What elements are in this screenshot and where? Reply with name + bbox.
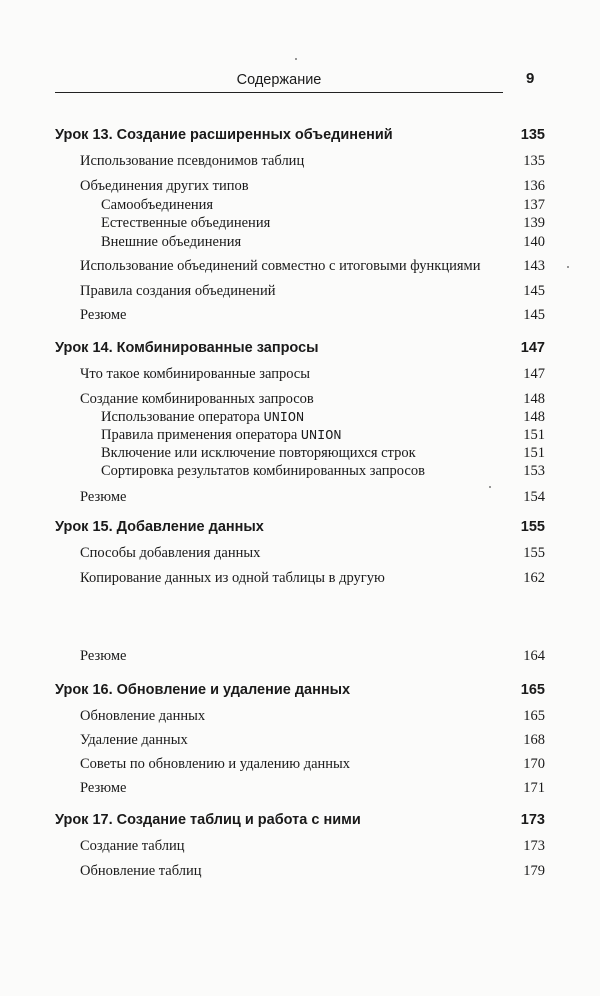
entry-page-number: 173 bbox=[523, 838, 545, 854]
section-entry bbox=[80, 778, 545, 798]
entry-title-text: Урок 13. Создание расширенных объединений bbox=[55, 127, 393, 143]
entry-title bbox=[80, 543, 260, 563]
running-head: Содержание bbox=[236, 72, 322, 88]
section-entry bbox=[80, 364, 545, 384]
entry-title bbox=[101, 461, 425, 481]
subsection-entry bbox=[101, 461, 545, 481]
entry-title-text: Резюме bbox=[80, 780, 127, 796]
entry-title-text: Создание таблиц bbox=[80, 838, 185, 854]
entry-page-number: 143 bbox=[523, 258, 545, 274]
entry-page-number: 151 bbox=[523, 427, 545, 443]
entry-title-text: Включение или исключение повторяющихся строк bbox=[101, 445, 416, 461]
entry-title bbox=[80, 646, 126, 666]
entry-title-text: Советы по обновлению и удалению данных bbox=[80, 756, 351, 772]
section-entry bbox=[80, 754, 545, 774]
entry-page-number: 155 bbox=[520, 519, 545, 535]
entry-title bbox=[55, 810, 361, 830]
entry-page-number: 154 bbox=[523, 489, 545, 505]
section-entry bbox=[80, 305, 545, 325]
entry-title bbox=[80, 778, 126, 798]
lesson-heading bbox=[55, 810, 545, 830]
entry-title-text: Что такое комбинированные запросы bbox=[80, 366, 310, 382]
section-entry bbox=[80, 256, 545, 276]
entry-title-text: Правила применения оператора bbox=[101, 427, 301, 443]
lesson-heading bbox=[55, 517, 545, 537]
entry-title-text: Использование псевдонимов таблиц bbox=[80, 153, 305, 169]
subsection-entry bbox=[101, 443, 545, 463]
entry-title bbox=[55, 680, 350, 700]
entry-title-text: Копирование данных из одной таблицы в другую bbox=[80, 570, 385, 586]
entry-title-text: Резюме bbox=[80, 648, 127, 664]
entry-title bbox=[80, 861, 202, 881]
section-entry bbox=[80, 836, 545, 856]
entry-title bbox=[101, 195, 213, 215]
entry-title bbox=[101, 232, 241, 252]
entry-title-text: Способы добавления данных bbox=[80, 545, 261, 561]
entry-title bbox=[80, 754, 350, 774]
entry-title bbox=[80, 176, 249, 196]
entry-title bbox=[80, 364, 310, 384]
entry-page-number: 139 bbox=[523, 215, 545, 231]
section-entry bbox=[80, 543, 545, 563]
entry-page-number: 147 bbox=[520, 340, 545, 356]
lesson-heading bbox=[55, 680, 545, 700]
entry-title bbox=[55, 338, 319, 358]
entry-title-text: Сортировка результатов комбинированных запросов bbox=[101, 463, 425, 479]
entry-title-text: Урок 15. Добавление данных bbox=[55, 519, 264, 535]
scan-speck bbox=[567, 266, 569, 268]
entry-page-number: 151 bbox=[523, 445, 545, 461]
entry-title-text: Обновление данных bbox=[80, 708, 206, 724]
entry-title bbox=[101, 443, 416, 463]
entry-page-number: 145 bbox=[523, 307, 545, 323]
section-entry bbox=[80, 568, 545, 588]
subsection-entry bbox=[101, 213, 545, 233]
entry-title bbox=[101, 213, 270, 233]
entry-title-text: Урок 14. Комбинированные запросы bbox=[55, 340, 319, 356]
page-number: 9 bbox=[526, 70, 535, 87]
scan-speck bbox=[489, 486, 491, 488]
lesson-heading bbox=[55, 338, 545, 358]
entry-title bbox=[80, 836, 185, 856]
entry-title bbox=[80, 568, 385, 588]
entry-page-number: 135 bbox=[523, 153, 545, 169]
subsection-entry bbox=[101, 425, 545, 445]
entry-title-text: Использование объединений совместно с итоговыми функциями bbox=[80, 258, 481, 274]
section-entry bbox=[80, 861, 545, 881]
entry-title-text: Урок 17. Создание таблиц и работа с ними bbox=[55, 812, 361, 828]
section-entry bbox=[80, 389, 545, 409]
entry-title-text: Резюме bbox=[80, 307, 127, 323]
section-entry bbox=[80, 281, 545, 301]
entry-title-text: Естественные объединения bbox=[101, 215, 271, 231]
entry-code-keyword: UNION bbox=[300, 429, 342, 444]
entry-page-number: 155 bbox=[523, 545, 545, 561]
entry-page-number: 171 bbox=[523, 780, 545, 796]
section-entry bbox=[80, 151, 545, 171]
section-entry bbox=[80, 176, 545, 196]
entry-page-number: 165 bbox=[523, 708, 545, 724]
entry-page-number: 164 bbox=[523, 648, 545, 664]
entry-title-text: Удаление данных bbox=[80, 732, 188, 748]
entry-page-number: 165 bbox=[520, 682, 545, 698]
entry-title-text: Резюме bbox=[80, 489, 127, 505]
scan-speck bbox=[295, 58, 297, 60]
entry-title-text: Урок 16. Обновление и удаление данных bbox=[55, 682, 351, 698]
section-entry bbox=[80, 706, 545, 726]
entry-title-text: Самообъединения bbox=[101, 197, 214, 213]
entry-title-text: Внешние объединения bbox=[101, 234, 242, 250]
entry-title bbox=[80, 151, 304, 171]
subsection-entry bbox=[101, 232, 545, 252]
entry-title bbox=[80, 389, 314, 409]
entry-title bbox=[80, 706, 205, 726]
entry-title bbox=[80, 730, 188, 750]
entry-page-number: 168 bbox=[523, 732, 545, 748]
entry-page-number: 145 bbox=[523, 283, 545, 299]
entry-title bbox=[80, 305, 126, 325]
section-entry bbox=[80, 487, 545, 507]
entry-page-number: 162 bbox=[523, 570, 545, 586]
entry-title bbox=[80, 256, 480, 276]
entry-title-text: Обновление таблиц bbox=[80, 863, 202, 879]
entry-code-keyword: UNION bbox=[263, 411, 305, 426]
section-entry bbox=[80, 646, 545, 666]
lesson-heading bbox=[55, 125, 545, 145]
subsection-entry bbox=[101, 407, 545, 427]
entry-page-number: 153 bbox=[523, 463, 545, 479]
entry-title-text: Создание комбинированных запросов bbox=[80, 391, 314, 407]
section-entry bbox=[80, 730, 545, 750]
entry-page-number: 137 bbox=[523, 197, 545, 213]
entry-page-number: 147 bbox=[523, 366, 545, 382]
entry-title bbox=[80, 281, 275, 301]
entry-title-text: Объединения других типов bbox=[80, 178, 249, 194]
entry-page-number: 136 bbox=[523, 178, 545, 194]
entry-page-number: 179 bbox=[523, 863, 545, 879]
entry-page-number: 173 bbox=[520, 812, 545, 828]
entry-title-text: Использование оператора bbox=[101, 409, 264, 425]
entry-title bbox=[55, 517, 264, 537]
entry-page-number: 170 bbox=[523, 756, 545, 772]
entry-title bbox=[80, 487, 126, 507]
subsection-entry bbox=[101, 195, 545, 215]
entry-page-number: 148 bbox=[523, 409, 545, 425]
entry-page-number: 135 bbox=[520, 127, 545, 143]
entry-title bbox=[55, 125, 393, 145]
entry-title-text: Правила создания объединений bbox=[80, 283, 276, 299]
entry-page-number: 148 bbox=[523, 391, 545, 407]
header-rule bbox=[55, 92, 503, 93]
entry-page-number: 140 bbox=[523, 234, 545, 250]
